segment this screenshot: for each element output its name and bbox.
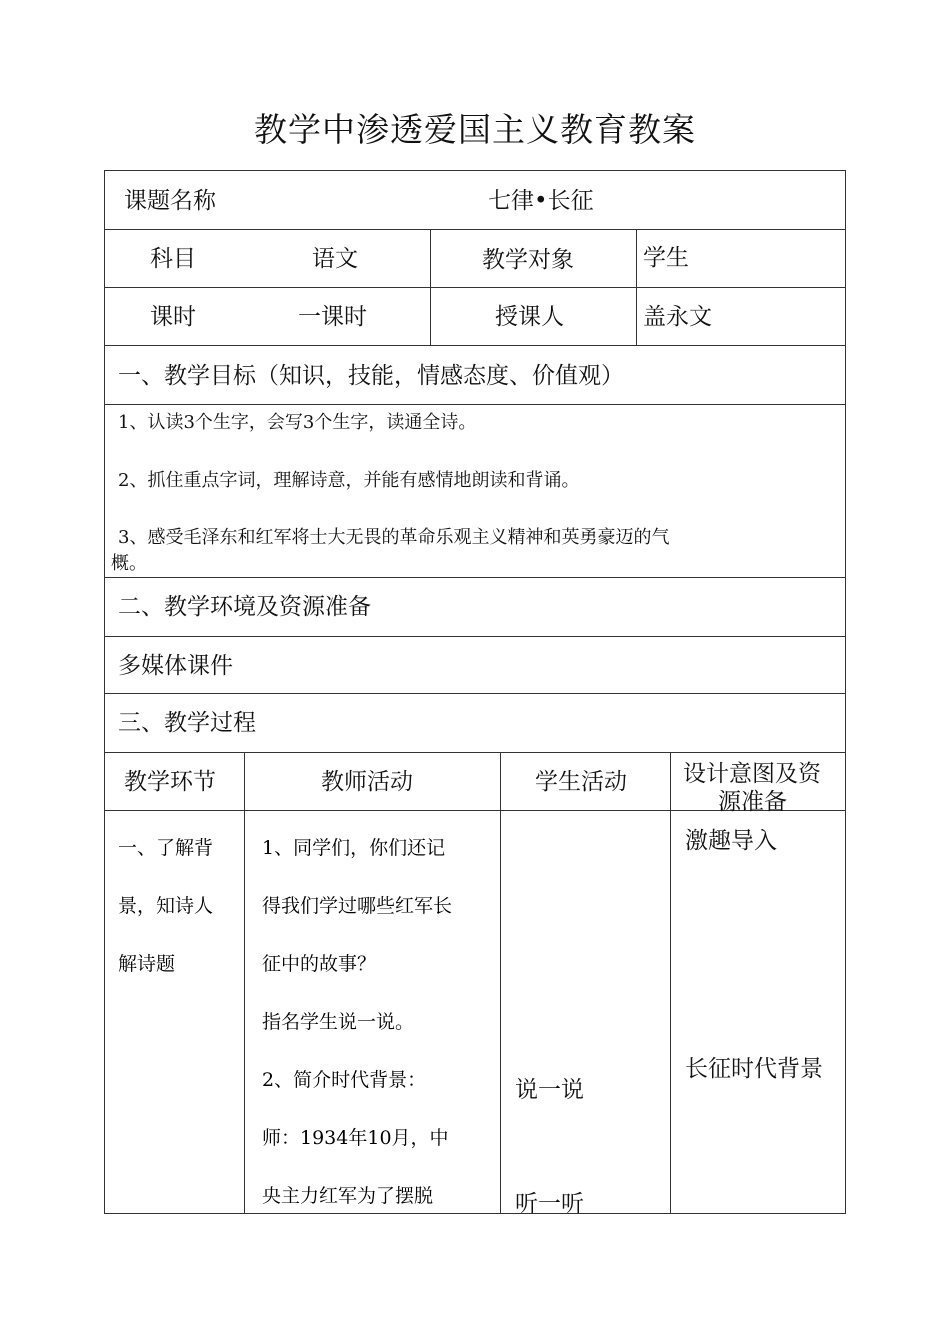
column-header-student: 学生活动 xyxy=(535,769,627,795)
column-header-design: 设计意图及资 xyxy=(683,761,821,787)
column-header-teacher: 教师活动 xyxy=(321,769,413,795)
table-divider xyxy=(104,636,846,637)
subject-value: 语文 xyxy=(312,246,358,272)
teacher-line: 师：1934年10月，中 xyxy=(262,1127,449,1149)
table-divider xyxy=(104,345,846,346)
table-divider xyxy=(670,752,671,1214)
section-heading-process: 三、教学过程 xyxy=(118,710,256,736)
audience-label: 教学对象 xyxy=(482,247,574,273)
teacher-line: 2、简介时代背景： xyxy=(262,1069,427,1091)
table-divider xyxy=(104,577,846,578)
table-divider xyxy=(104,229,846,230)
teacher-label: 授课人 xyxy=(495,304,564,330)
teacher-line: 央主力红军为了摆脱 xyxy=(262,1185,434,1207)
goal-item: 2、抓住重点字词，理解诗意，并能有感情地朗读和背诵。 xyxy=(118,470,580,491)
goal-item: 概。 xyxy=(111,553,147,574)
student-activity-text: 说一说 xyxy=(515,1077,584,1103)
table-divider xyxy=(430,229,431,345)
column-header-stage: 教学环节 xyxy=(124,769,216,795)
stage-cell xyxy=(118,819,213,993)
topic-value: 七律•长征 xyxy=(488,188,594,214)
teacher-line: 1、同学们，你们还记 xyxy=(262,837,446,859)
column-header-design-cont: 源准备 xyxy=(718,789,787,815)
section-heading-goals: 一、教学目标（知识，技能，情感态度、价值观） xyxy=(118,363,624,389)
table-divider xyxy=(104,404,846,405)
table-divider xyxy=(104,287,846,288)
page-title: 教学中渗透爱国主义教育教案 xyxy=(254,110,696,149)
teacher-activity-cell xyxy=(262,819,452,1225)
stage-line: 景，知诗人 xyxy=(118,895,214,917)
period-label: 课时 xyxy=(150,304,196,330)
section-heading-resources: 二、教学环境及资源准备 xyxy=(118,594,371,620)
table-divider xyxy=(104,693,846,694)
student-activity-text: 听一听 xyxy=(515,1191,584,1217)
table-divider xyxy=(104,752,846,753)
topic-label: 课题名称 xyxy=(124,188,216,214)
goal-item: 3、感受毛泽东和红军将士大无畏的革命乐观主义精神和英勇豪迈的气 xyxy=(118,527,670,548)
teacher-value: 盖永文 xyxy=(643,304,712,330)
goal-item: 1、认读3个生字，会写3个生字，读通全诗。 xyxy=(118,412,477,433)
table-divider xyxy=(244,752,245,1214)
stage-line: 解诗题 xyxy=(118,953,176,975)
subject-label: 科目 xyxy=(150,246,196,272)
stage-line: 一、了解背 xyxy=(118,837,214,859)
period-value: 一课时 xyxy=(298,304,367,330)
design-intent-text: 激趣导入 xyxy=(685,828,777,854)
teacher-line: 征中的故事？ xyxy=(262,953,377,975)
teacher-line: 得我们学过哪些红军长 xyxy=(262,895,453,917)
table-divider xyxy=(500,752,501,1214)
table-divider xyxy=(636,229,637,345)
teacher-line: 指名学生说一说。 xyxy=(262,1011,415,1033)
design-intent-text: 长征时代背景 xyxy=(685,1056,823,1082)
resources-content: 多媒体课件 xyxy=(118,653,233,679)
audience-value: 学生 xyxy=(643,245,689,271)
